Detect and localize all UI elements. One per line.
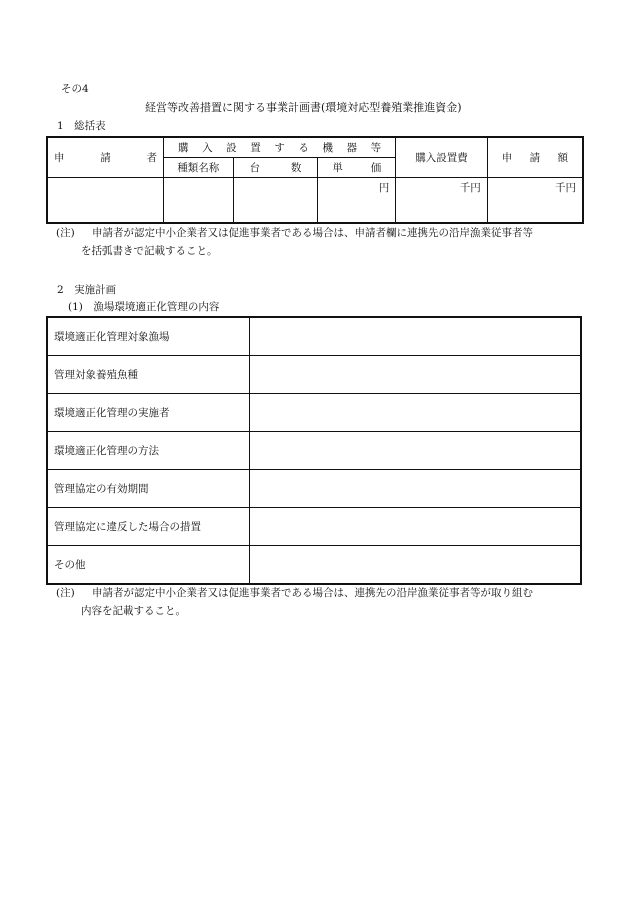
section1-heading: 1 総括表 <box>57 120 106 132</box>
note2-line2: 内容を記載すること。 <box>81 605 186 617</box>
summary-table <box>46 136 584 224</box>
row-value[interactable] <box>249 470 581 508</box>
applicant-header: 申 請 者 <box>47 137 164 178</box>
apply-amount-header: 申 請 額 <box>487 137 583 178</box>
document-title: 経営等改善措置に関する事業計画書(環境対応型養殖業推進資金) <box>145 101 462 114</box>
note2-line1: 申請者が認定中小企業者又は促進事業者である場合は、連携先の沿岸漁業従事者等が取り組む <box>92 587 533 599</box>
type-name-header: 種類名称 <box>164 158 234 178</box>
table-row <box>47 546 581 585</box>
row-value[interactable] <box>249 317 581 356</box>
row-label: 管理協定に違反した場合の措置 <box>47 508 249 546</box>
row-value[interactable] <box>249 432 581 470</box>
table-row <box>47 394 581 432</box>
apply-amount-cell[interactable]: 千円 <box>487 178 583 224</box>
table-row <box>47 317 581 356</box>
row-label: 管理対象養殖魚種 <box>47 356 249 394</box>
install-cost-header: 購入設置費 <box>396 137 487 178</box>
row-value[interactable] <box>249 356 581 394</box>
row-label: 環境適正化管理の実施者 <box>47 394 249 432</box>
equipment-group-header: 購 入 設 置 す る 機 器 等 <box>164 137 396 158</box>
quantity-header: 台 数 <box>233 158 318 178</box>
install-cost-cell[interactable]: 千円 <box>396 178 487 224</box>
table-row <box>47 356 581 394</box>
note1-label: (注) <box>56 227 75 239</box>
note2-label: (注) <box>56 587 75 599</box>
section2-subheading: (1) 漁場環境適正化管理の内容 <box>68 301 220 313</box>
note1-line2: を括弧書きで記載すること。 <box>81 245 218 257</box>
applicant-cell[interactable] <box>47 178 164 224</box>
unit-price-header: 単 価 <box>318 158 396 178</box>
unit-price-cell[interactable]: 円 <box>318 178 396 224</box>
note1-line1: 申請者が認定中小企業者又は促進事業者である場合は、申請者欄に連携先の沿岸漁業従事者等 <box>92 227 533 239</box>
type-name-cell[interactable] <box>164 178 234 224</box>
row-label: 管理協定の有効期間 <box>47 470 249 508</box>
row-label: 環境適正化管理対象漁場 <box>47 317 249 356</box>
row-label: 環境適正化管理の方法 <box>47 432 249 470</box>
table-row <box>47 508 581 546</box>
row-label: その他 <box>47 546 249 585</box>
row-value[interactable] <box>249 546 581 585</box>
row-value[interactable] <box>249 508 581 546</box>
row-value[interactable] <box>249 394 581 432</box>
table-row <box>47 470 581 508</box>
table-row <box>47 432 581 470</box>
plan-table <box>46 316 582 585</box>
section2-heading: 2 実施計画 <box>57 284 117 296</box>
quantity-cell[interactable] <box>233 178 318 224</box>
appendix-label: その4 <box>61 83 89 95</box>
